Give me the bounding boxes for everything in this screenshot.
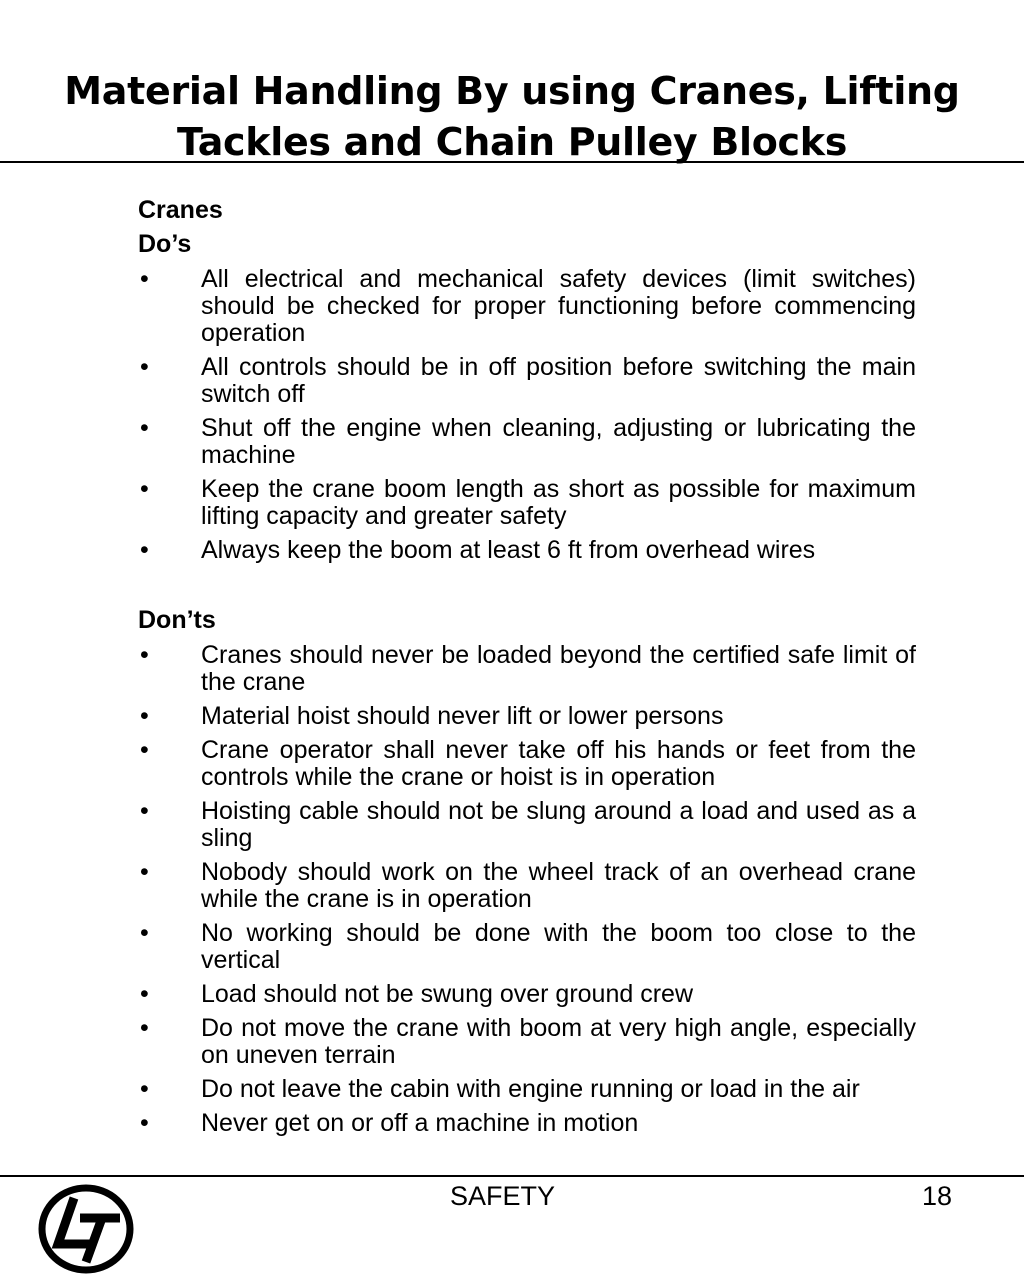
title-line-1: Material Handling By using Cranes, Lifting (64, 69, 960, 113)
footer-label: SAFETY (450, 1181, 556, 1211)
list-item-text: Keep the crane boom length as short as possible for maximum lifting capacity and greater safety (201, 475, 916, 530)
list-item-text: Load should not be swung over ground crew (201, 980, 693, 1008)
lt-logo-icon (38, 1184, 134, 1274)
list-item-text: Cranes should never be loaded beyond the certified safe limit of the crane (201, 641, 916, 696)
bullet-icon: • (140, 414, 149, 442)
bullet-icon: • (140, 641, 149, 669)
list-item-text: Crane operator shall never take off his hands or feet from the controls while the crane or hoist is in operation (201, 736, 916, 791)
bullet-icon: • (140, 1014, 149, 1042)
bullet-icon: • (140, 797, 149, 825)
donts-list (138, 642, 916, 1144)
bullet-icon: • (140, 919, 149, 947)
bullet-icon: • (140, 702, 149, 730)
bullet-icon: • (140, 1075, 149, 1103)
list-item (138, 415, 916, 469)
list-item-text: Shut off the engine when cleaning, adjusting or lubricating the machine (201, 414, 916, 469)
list-item (138, 266, 916, 347)
title-line-2: Tackles and Chain Pulley Blocks (176, 120, 848, 164)
page-number: 18 (922, 1181, 953, 1211)
list-item (138, 1110, 916, 1137)
list-item-text: All electrical and mechanical safety devices (limit switches) should be checked for proper functioning before commencing operation (201, 265, 916, 347)
bullet-icon: • (140, 475, 149, 503)
bullet-icon: • (140, 353, 149, 381)
list-item-text: Do not leave the cabin with engine running or load in the air (201, 1075, 860, 1103)
list-item-text: Hoisting cable should not be slung around a load and used as a sling (201, 797, 916, 852)
section-heading: Cranes (138, 196, 223, 224)
bullet-icon: • (140, 1109, 149, 1137)
list-item-text: Material hoist should never lift or lower persons (201, 702, 724, 730)
bullet-icon: • (140, 536, 149, 564)
list-item-text: Never get on or off a machine in motion (201, 1109, 639, 1137)
list-item-text: No working should be done with the boom too close to the vertical (201, 919, 916, 974)
list-item-text: Always keep the boom at least 6 ft from overhead wires (201, 536, 816, 564)
page-title (0, 66, 1024, 168)
list-item (138, 642, 916, 696)
dos-list (138, 266, 916, 571)
list-item (138, 981, 916, 1008)
list-item (138, 703, 916, 730)
list-item (138, 859, 916, 913)
list-item (138, 537, 916, 564)
list-item (138, 737, 916, 791)
list-item (138, 354, 916, 408)
bullet-icon: • (140, 858, 149, 886)
list-item-text: All controls should be in off position before switching the main switch off (201, 353, 916, 408)
list-item (138, 1015, 916, 1069)
title-divider (0, 161, 1024, 163)
list-item (138, 798, 916, 852)
bullet-icon: • (140, 265, 149, 293)
list-item (138, 476, 916, 530)
bullet-icon: • (140, 736, 149, 764)
list-item-text: Nobody should work on the wheel track of an overhead crane while the crane is in operation (201, 858, 916, 913)
list-item (138, 1076, 916, 1103)
dos-heading: Do’s (138, 230, 192, 258)
bullet-icon: • (140, 980, 149, 1008)
donts-heading: Don’ts (138, 606, 216, 634)
list-item-text: Do not move the crane with boom at very high angle, especially on uneven terrain (201, 1014, 916, 1069)
footer-divider (0, 1175, 1024, 1177)
list-item (138, 920, 916, 974)
